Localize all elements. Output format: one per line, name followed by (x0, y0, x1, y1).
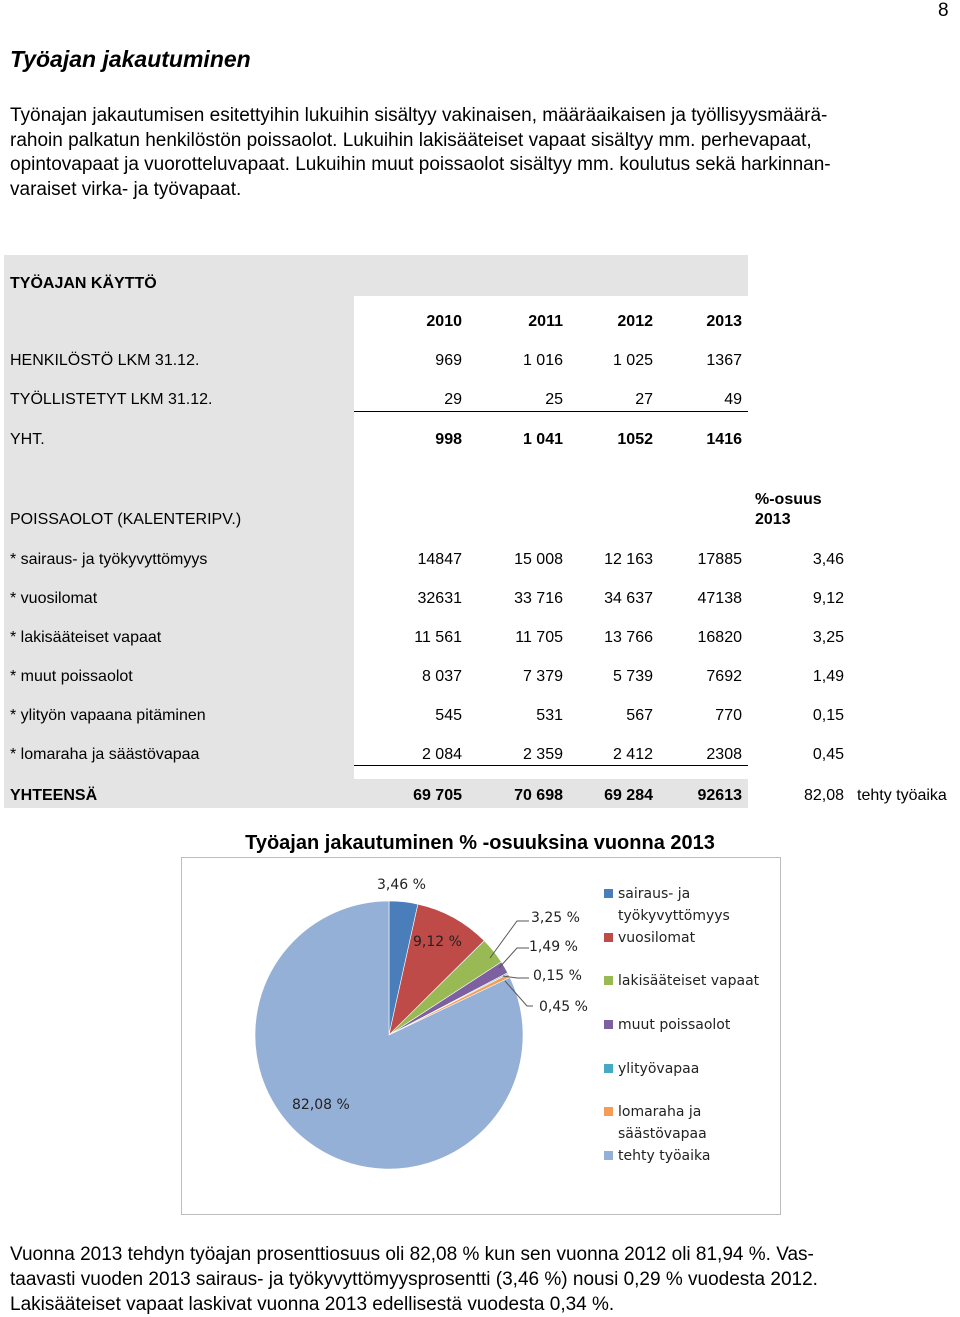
total-value: 70 698 (514, 787, 563, 804)
footer-paragraph (10, 1242, 950, 1317)
absence-heading: POISSAOLOT (KALENTERIPV.) (10, 511, 242, 528)
year-header: 2010 (426, 313, 462, 330)
legend-label: sairaus- ja (618, 886, 691, 902)
footer-line: taavasti vuoden 2013 sairaus- ja työkyvyttömyysprosentti (3,46 %) nousi 0,29 % vuodesta 2012. (10, 1269, 818, 1290)
legend-label: säästövapaa (618, 1126, 707, 1142)
row-value: 770 (715, 707, 742, 724)
row-value: 11 561 (414, 629, 462, 646)
legend-label: vuosilomat (618, 930, 696, 946)
page-title: Työajan jakautuminen (10, 46, 251, 72)
row-value: 29 (444, 391, 462, 408)
legend-label: muut poissaolot (618, 1017, 731, 1033)
row-share: 3,25 (812, 629, 844, 646)
pie-data-label: 3,46 % (377, 877, 426, 893)
row-label: * vuosilomat (10, 590, 98, 607)
leader-line (490, 921, 529, 958)
row-value: 2 359 (522, 746, 563, 763)
row-value: 25 (545, 391, 563, 408)
row-value: 1 016 (522, 352, 563, 369)
year-header: 2013 (706, 313, 742, 330)
year-header: 2011 (528, 313, 563, 330)
total-value: 69 705 (413, 787, 462, 804)
row-value: 531 (536, 707, 563, 724)
intro-line: Työnajan jakautumisen esitettyihin lukuihin sisältyy vakinaisen, määräaikaisen ja työllisyysmäärä- (10, 105, 828, 126)
intro-line: opintovapaat ja vuorotteluvapaat. Lukuihin muut poissaolot sisältyy mm. koulutus sekä harkinnan- (10, 154, 831, 175)
row-value: 17885 (697, 551, 742, 568)
row-value: 5 739 (612, 668, 653, 685)
footer-line: Vuonna 2013 tehdyn työajan prosenttiosuus oli 82,08 % kun sen vuonna 2012 oli 81,94 %. Vas- (10, 1244, 814, 1265)
row-value: 545 (435, 707, 462, 724)
row-value: 1 025 (612, 352, 653, 369)
share-header: %-osuus (755, 491, 822, 508)
row-share: 1,49 (812, 668, 844, 685)
year-header: 2012 (617, 313, 653, 330)
footer-line: Lakisääteiset vapaat laskivat vuonna 2013 edellisestä vuodesta 0,34 %. (10, 1294, 615, 1315)
intro-line: varaiset virka- ja työvapaat. (10, 178, 242, 200)
legend-label: ylityövapaa (618, 1061, 700, 1077)
legend-swatch (604, 976, 613, 985)
row-value: 2308 (706, 746, 742, 763)
legend-label: työkyvyttömyys (618, 908, 730, 924)
row-value: 15 008 (514, 551, 563, 568)
legend-swatch (604, 1151, 613, 1160)
legend-label: tehty työaika (618, 1148, 711, 1164)
row-value: 13 766 (604, 629, 653, 646)
row-label: HENKILÖSTÖ LKM 31.12. (10, 352, 200, 369)
pie-data-label: 82,08 % (292, 1097, 350, 1113)
legend-swatch (604, 933, 613, 942)
row-value: 8 037 (421, 668, 462, 685)
row-label: * ylityön vapaana pitäminen (10, 707, 206, 724)
total-value: 69 284 (604, 787, 653, 804)
row-value: 32631 (417, 590, 462, 607)
legend-swatch (604, 1064, 613, 1073)
row-value: 33 716 (514, 590, 563, 607)
pie-data-label: 0,45 % (539, 999, 588, 1015)
share-header-year: 2013 (755, 511, 791, 528)
row-value: 1052 (617, 431, 653, 448)
pie-data-label: 0,15 % (533, 968, 582, 984)
row-label: * muut poissaolot (10, 668, 133, 685)
row-value: 49 (724, 391, 742, 408)
row-value: 567 (626, 707, 653, 724)
row-label: YHT. (10, 431, 45, 448)
total-note: tehty työaika (857, 787, 947, 804)
total-share: 82,08 (803, 787, 844, 804)
row-label: * lakisääteiset vapaat (10, 629, 162, 646)
table-heading: TYÖAJAN KÄYTTÖ (10, 275, 157, 292)
row-value: 11 705 (515, 629, 563, 646)
row-share: 0,45 (812, 746, 844, 763)
row-label: * lomaraha ja säästövapaa (10, 746, 200, 763)
row-value: 969 (435, 352, 462, 369)
row-value: 1416 (706, 431, 742, 448)
pie-data-label: 1,49 % (529, 939, 578, 955)
total-label: YHTEENSÄ (10, 787, 98, 804)
row-label: * sairaus- ja työkyvyttömyys (10, 551, 208, 568)
row-value: 47138 (697, 590, 742, 607)
total-value: 92613 (697, 787, 742, 804)
legend-label: lakisääteiset vapaat (618, 973, 760, 989)
row-value: 1367 (706, 352, 742, 369)
legend-swatch (604, 1020, 613, 1029)
row-label: TYÖLLISTETYT LKM 31.12. (10, 391, 213, 408)
row-value: 34 637 (604, 590, 653, 607)
chart-title: Työajan jakautuminen % -osuuksina vuonna 2013 (245, 832, 715, 854)
row-value: 12 163 (604, 551, 653, 568)
row-value: 2 084 (421, 746, 462, 763)
pie-data-label: 3,25 % (531, 910, 580, 926)
row-value: 1 041 (522, 431, 563, 448)
row-share: 0,15 (812, 707, 844, 724)
row-value: 27 (635, 391, 653, 408)
row-share: 9,12 (812, 590, 844, 607)
row-value: 998 (435, 431, 462, 448)
row-value: 7692 (706, 668, 742, 685)
row-value: 7 379 (522, 668, 563, 685)
legend-label: lomaraha ja (618, 1104, 702, 1120)
pie-data-label: 9,12 % (413, 934, 462, 950)
legend-swatch (604, 889, 613, 898)
row-share: 3,46 (812, 551, 844, 568)
row-value: 14847 (417, 551, 462, 568)
row-value: 16820 (697, 629, 742, 646)
row-value: 2 412 (612, 746, 653, 763)
intro-line: rahoin palkatun henkilöstön poissaolot. Lukuihin lakisääteiset vapaat sisältyy mm. perhevapaat, (10, 129, 812, 151)
legend-swatch (604, 1107, 613, 1116)
page-number: 8 (938, 0, 949, 21)
